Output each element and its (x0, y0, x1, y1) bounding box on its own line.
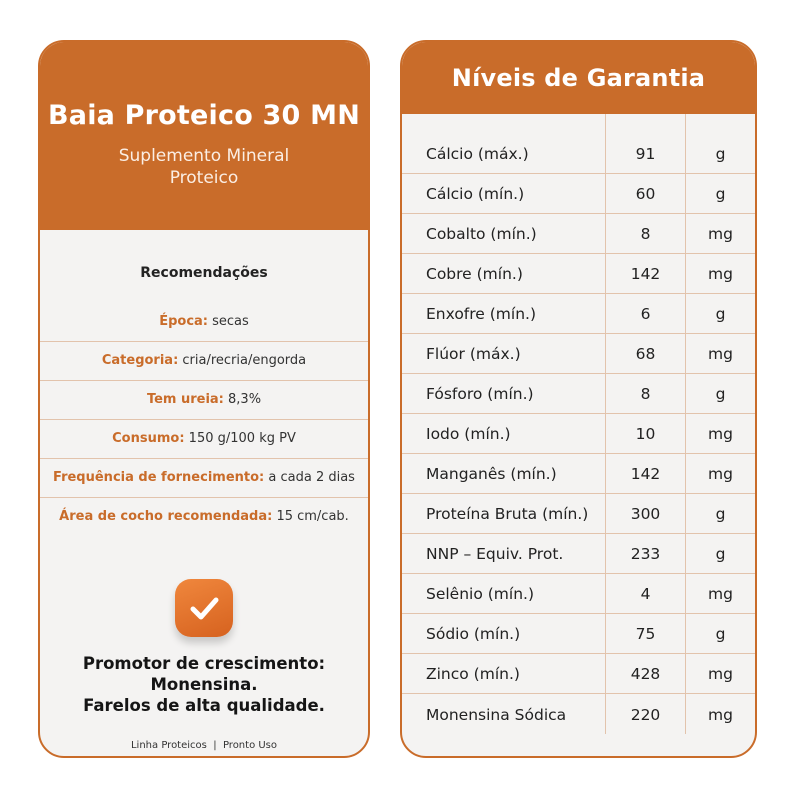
nutrient-name: Monensina Sódica (402, 694, 606, 734)
product-line-footer: Linha Proteicos | Pronto Uso (130, 740, 278, 751)
table-row (402, 254, 755, 294)
nutrient-name: Proteína Bruta (mín.) (402, 494, 606, 533)
table-row (402, 614, 755, 654)
nutrient-value: 8 (606, 374, 686, 413)
nutrient-unit: mg (708, 225, 733, 243)
nutrient-unit: mg (708, 345, 733, 363)
nutrient-unit: mg (708, 706, 733, 724)
nutrient-name: Flúor (máx.) (402, 334, 606, 373)
recommendation-row (40, 303, 368, 342)
nutrient-name: NNP – Equiv. Prot. (402, 534, 606, 573)
table-row (402, 334, 755, 374)
promo-line1: Promotor de crescimento: (82, 654, 326, 673)
guarantee-table (402, 114, 755, 734)
nutrient-value: 6 (606, 294, 686, 333)
product-card (38, 40, 370, 758)
product-subtitle-line1: Suplemento Mineral (118, 146, 290, 166)
nutrient-name: Sódio (mín.) (402, 614, 606, 653)
nutrient-name: Cálcio (máx.) (402, 114, 606, 173)
product-subtitle-line2: Proteico (169, 168, 239, 188)
nutrient-unit: g (715, 145, 726, 163)
table-row (402, 454, 755, 494)
nutrient-value: 91 (606, 114, 686, 173)
nutrient-value: 300 (606, 494, 686, 533)
nutrient-unit: g (715, 185, 726, 203)
nutrient-name: Enxofre (mín.) (402, 294, 606, 333)
nutrient-value: 60 (606, 174, 686, 213)
nutrient-value: 428 (606, 654, 686, 693)
nutrient-unit: mg (708, 665, 733, 683)
recommendation-label: Consumo: (112, 431, 185, 446)
nutrient-name: Zinco (mín.) (402, 654, 606, 693)
nutrient-value: 8 (606, 214, 686, 253)
table-row (402, 214, 755, 254)
nutrient-name: Cobalto (mín.) (402, 214, 606, 253)
table-row (402, 374, 755, 414)
recommendation-value: cria/recria/engorda (178, 353, 307, 368)
nutrient-value: 220 (606, 694, 686, 734)
nutrient-value: 142 (606, 254, 686, 293)
nutrient-unit: mg (708, 585, 733, 603)
recommendation-label: Categoria: (101, 353, 179, 368)
table-row (402, 174, 755, 214)
table-row (402, 294, 755, 334)
nutrient-name: Selênio (mín.) (402, 574, 606, 613)
nutrient-unit: g (715, 305, 726, 323)
promo-line3: Farelos de alta qualidade. (83, 696, 325, 715)
nutrient-value: 75 (606, 614, 686, 653)
nutrient-value: 10 (606, 414, 686, 453)
recommendation-row (40, 420, 368, 459)
recommendation-row (40, 381, 368, 420)
table-row (402, 654, 755, 694)
guarantee-title: Níveis de Garantia (402, 42, 755, 114)
table-row (402, 414, 755, 454)
recommendation-value: secas (208, 314, 249, 329)
product-subtitle (40, 145, 368, 189)
recommendation-value: 15 cm/cab. (272, 509, 349, 524)
nutrient-unit: mg (708, 465, 733, 483)
guarantee-card (400, 40, 757, 758)
nutrient-unit: g (715, 505, 726, 523)
nutrient-name: Cálcio (mín.) (402, 174, 606, 213)
recommendations-list (40, 303, 368, 537)
nutrient-value: 4 (606, 574, 686, 613)
promo-text (40, 653, 368, 716)
nutrient-name: Cobre (mín.) (402, 254, 606, 293)
promo-line2: Monensina. (150, 675, 258, 694)
recommendation-label: Época: (159, 314, 208, 329)
recommendation-value: 150 g/100 kg PV (184, 431, 296, 446)
nutrient-name: Fósforo (mín.) (402, 374, 606, 413)
recommendation-value: a cada 2 dias (264, 470, 355, 485)
table-row (402, 534, 755, 574)
recommendation-row (40, 498, 368, 537)
table-row (402, 694, 755, 734)
nutrient-unit: g (715, 625, 726, 643)
nutrient-unit: mg (708, 425, 733, 443)
recommendation-row (40, 459, 368, 498)
nutrient-unit: g (715, 545, 726, 563)
recommendation-label: Frequência de fornecimento: (53, 470, 265, 485)
nutrient-name: Manganês (mín.) (402, 454, 606, 493)
table-row (402, 494, 755, 534)
nutrient-unit: g (715, 385, 726, 403)
nutrient-value: 233 (606, 534, 686, 573)
recommendation-label: Área de cocho recomendada: (59, 509, 273, 524)
product-header (40, 42, 368, 230)
recommendation-row (40, 342, 368, 381)
table-row (402, 114, 755, 174)
table-row (402, 574, 755, 614)
badge-wrap (40, 579, 368, 637)
nutrient-unit: mg (708, 265, 733, 283)
product-title: Baia Proteico 30 MN (48, 100, 360, 131)
check-icon (175, 579, 233, 637)
nutrient-value: 142 (606, 454, 686, 493)
recommendations-heading: Recomendações (140, 265, 268, 281)
recommendation-value: 8,3% (223, 392, 262, 407)
recommendation-label: Tem ureia: (146, 392, 224, 407)
nutrient-name: Iodo (mín.) (402, 414, 606, 453)
nutrient-value: 68 (606, 334, 686, 373)
